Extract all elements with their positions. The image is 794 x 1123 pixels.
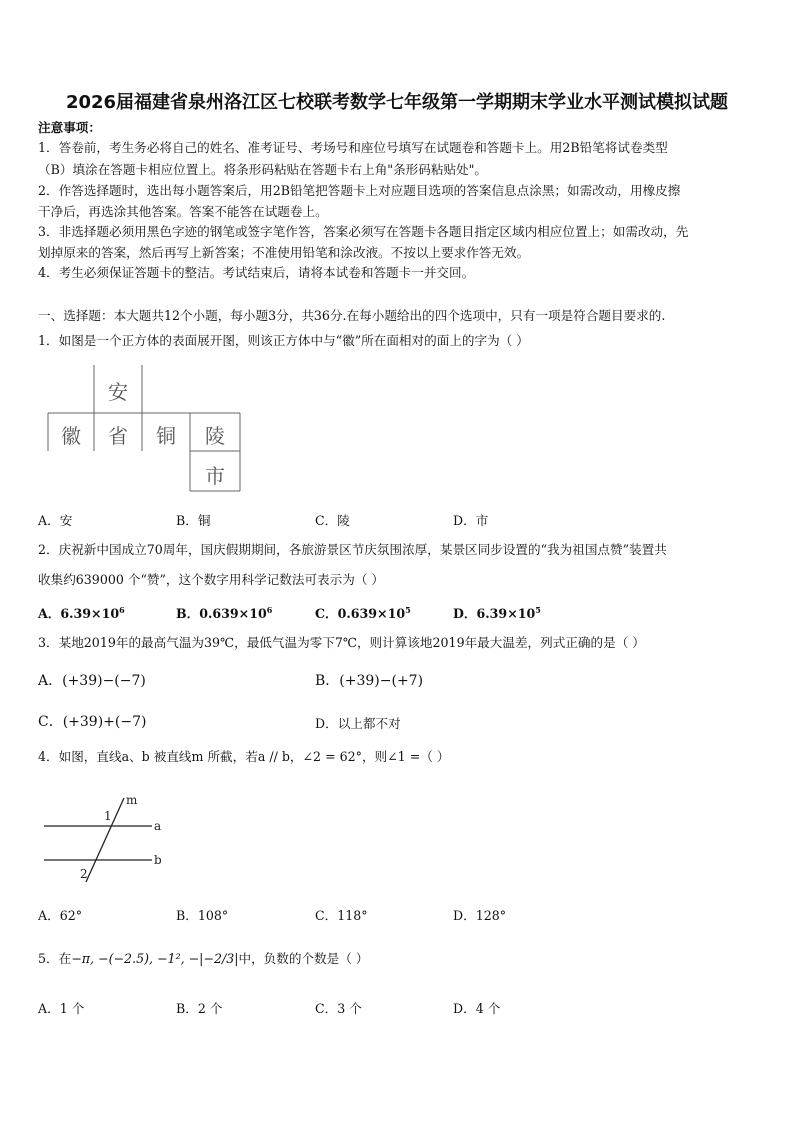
- net-face-bottom: 市: [205, 464, 225, 488]
- note-line: 1．答卷前，考生务必将自己的姓名、准考证号、考场号和座位号填写在试题卷和答题卡上。用2B铅笔将试卷类型: [38, 140, 668, 155]
- q2-option-b[interactable]: B．$0.639\times 10^6$: [176, 604, 273, 621]
- question-1-stem: 1．如图是一个正方体的表面展开图，则该正方体中与“徽”所在面相对的面上的字为（ ）: [38, 333, 529, 348]
- notes-heading: 注意事项：: [38, 120, 101, 135]
- angle-1-label: 1: [104, 809, 112, 823]
- q2-option-c[interactable]: C．$0.639\times 10^5$: [315, 604, 411, 621]
- net-face-top: 安: [108, 380, 128, 404]
- q4-option-d[interactable]: D．128°: [453, 908, 507, 923]
- q5-option-a[interactable]: A．1 个: [38, 1001, 85, 1016]
- q5-expression: −π, −(−2.5), −1², −|−2/3|: [71, 951, 239, 966]
- question-4-stem: 4．如图，直线a、b 被直线m 所截，若a // b，∠2 = 62°，则∠1 =（ ）: [38, 749, 450, 764]
- page-title: 2026届福建省泉州洛江区七校联考数学七年级第一学期期末学业水平测试模拟试题: [65, 92, 729, 113]
- line-b-label: b: [154, 853, 162, 867]
- q1-option-a[interactable]: A．安: [38, 513, 73, 528]
- q2-option-d[interactable]: D．$6.39\times 10^5$: [453, 604, 541, 621]
- note-line: 2．作答选择题时，选出每小题答案后，用2B铅笔把答题卡上对应题目选项的答案信息点涂黑；如需改动，用橡皮擦: [38, 183, 681, 198]
- q1-option-b[interactable]: B．铜: [176, 513, 211, 528]
- q5-option-c[interactable]: C．3 个: [315, 1001, 362, 1016]
- note-line: 3．非选择题必须用黑色字迹的钢笔或签字笔作答，答案必须写在答题卡各题目指定区域内相应位置上；如需改动，先: [38, 224, 689, 239]
- parallel-lines-figure: [44, 790, 184, 885]
- cube-net-figure: [44, 365, 244, 495]
- q5-option-d[interactable]: D．4 个: [453, 1001, 501, 1016]
- q1-option-d[interactable]: D．市: [453, 513, 489, 528]
- q4-option-b[interactable]: B．108°: [176, 908, 229, 923]
- section-heading: 一、选择题：本大题共12个小题，每小题3分，共36分.在每小题给出的四个选项中，只有一项是符合题目要求的.: [38, 308, 666, 323]
- net-face-4: 陵: [205, 424, 225, 448]
- q4-option-c[interactable]: C．118°: [315, 908, 368, 923]
- question-3-stem: 3．某地2019年的最高气温为39℃，最低气温为零下7℃，则计算该地2019年最大温差，列式正确的是（ ）: [38, 635, 645, 650]
- net-face-2: 省: [108, 424, 128, 448]
- note-line: 划掉原来的答案，然后再写上新答案；不准使用铅笔和涂改液。不按以上要求作答无效。: [38, 245, 530, 260]
- q3-option-b[interactable]: B．(+39)−(+7): [315, 673, 424, 689]
- line-a-label: a: [154, 819, 162, 833]
- question-2-stem-line1: 2．庆祝新中国成立70周年，国庆假期期间，各旅游景区节庆氛围浓厚，某景区同步设置的“我为祖国点赞”装置共: [38, 542, 667, 557]
- q2-option-a[interactable]: A．$6.39\times 10^6$: [38, 604, 125, 621]
- net-face-3: 铜: [156, 424, 176, 448]
- q5-option-b[interactable]: B．2 个: [176, 1001, 223, 1016]
- note-line: 干净后，再选涂其他答案。答案不能答在试题卷上。: [38, 204, 328, 219]
- q3-option-d[interactable]: D．以上都不对: [315, 716, 401, 731]
- q4-option-a[interactable]: A．62°: [38, 908, 83, 923]
- net-face-1: 徽: [61, 424, 81, 448]
- question-2-stem-line2: 收集约639000 个“赞”，这个数字用科学记数法可表示为（ ）: [38, 572, 385, 587]
- line-m-label: m: [126, 793, 138, 807]
- q3-option-a[interactable]: A．(+39)−(−7): [38, 673, 146, 689]
- question-5-stem: 5．在−π, −(−2.5), −1², −|−2/3|中，负数的个数是（ ）: [38, 951, 369, 966]
- note-line: 4．考生必须保证答题卡的整洁。考试结束后，请将本试卷和答题卡一并交回。: [38, 265, 475, 280]
- q1-option-c[interactable]: C．陵: [315, 513, 350, 528]
- note-line: （B）填涂在答题卡相应位置上。将条形码粘贴在答题卡右上角"条形码粘贴处"。: [38, 162, 488, 177]
- q3-option-c[interactable]: C．(+39)+(−7): [38, 714, 147, 730]
- angle-2-label: 2: [80, 867, 88, 881]
